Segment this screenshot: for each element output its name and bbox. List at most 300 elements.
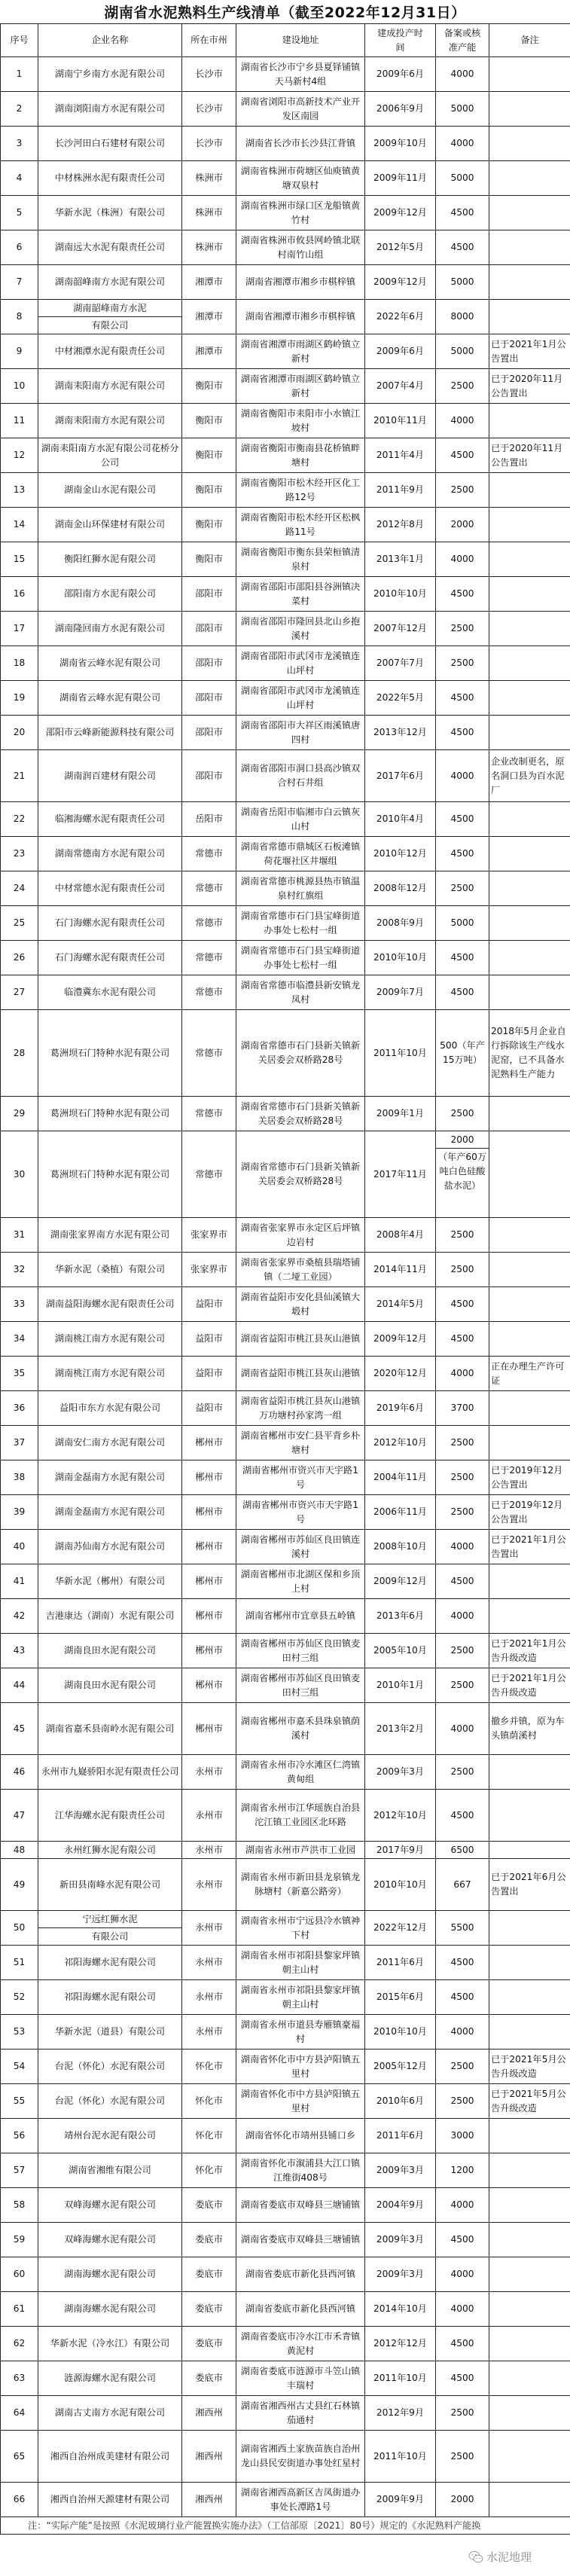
clinker-line-table bbox=[0, 23, 570, 2535]
note bbox=[489, 941, 570, 975]
table-row bbox=[1, 577, 570, 612]
city: 娄底市 bbox=[182, 2361, 236, 2396]
row-number: 21 bbox=[1, 750, 38, 802]
capacity: 5000 bbox=[436, 161, 489, 196]
table-row bbox=[1, 2153, 570, 2188]
row-number: 54 bbox=[1, 2050, 38, 2084]
company-name: 长沙河田白石建材有限公司 bbox=[38, 127, 182, 161]
table-row bbox=[1, 1131, 570, 1218]
address: 湖南省长沙市长沙县江背镇 bbox=[236, 127, 365, 161]
capacity: 4500 bbox=[436, 2361, 489, 2396]
address: 湖南省郴州市宜章县五岭镇 bbox=[236, 1599, 365, 1634]
row-number: 52 bbox=[1, 1980, 38, 2015]
commission-date: 2009年3月 bbox=[365, 2153, 436, 2188]
commission-date: 2009年12月 bbox=[365, 1322, 436, 1357]
address: 湖南省邵阳市隆回县北山乡抱溪村 bbox=[236, 612, 365, 646]
company-name: 湖南良田水泥有限公司 bbox=[38, 1634, 182, 1668]
city: 长沙市 bbox=[182, 57, 236, 92]
city: 永州市 bbox=[182, 1790, 236, 1842]
address: 湖南省益阳市桃江县灰山港镇 bbox=[236, 1357, 365, 1391]
address: 湖南省衡阳市松木经开区化工路12号 bbox=[236, 473, 365, 508]
note bbox=[489, 161, 570, 196]
city: 湘西州 bbox=[182, 2396, 236, 2431]
table-row bbox=[1, 2327, 570, 2361]
capacity: 500（年产15万吨） bbox=[436, 1010, 489, 1097]
city: 张家界市 bbox=[182, 1253, 236, 1287]
capacity: 4500 bbox=[436, 837, 489, 871]
table-row bbox=[1, 542, 570, 577]
note bbox=[489, 1599, 570, 1634]
table-row bbox=[1, 681, 570, 716]
row-number: 39 bbox=[1, 1495, 38, 1530]
capacity: 4500 bbox=[436, 1980, 489, 2015]
table-row bbox=[1, 161, 570, 196]
address: 湖南省娄底市双峰县三塘铺镇 bbox=[236, 2223, 365, 2257]
row-number: 7 bbox=[1, 265, 38, 300]
note bbox=[489, 975, 570, 1010]
address: 湖南省怀化市中方县泸阳镇五里村 bbox=[236, 2050, 365, 2084]
note: 已于2021年5月公告升级改造 bbox=[489, 2050, 570, 2084]
city: 湘西州 bbox=[182, 2483, 236, 2517]
note bbox=[489, 2396, 570, 2431]
commission-date: 2013年12月 bbox=[365, 716, 436, 750]
commission-date: 2012年5月 bbox=[365, 230, 436, 265]
city: 衡阳市 bbox=[182, 404, 236, 438]
address: 湖南省郴州市嘉禾县珠泉镇荫溪村 bbox=[236, 1703, 365, 1755]
capacity: 5000 bbox=[436, 92, 489, 127]
note bbox=[489, 1790, 570, 1842]
city: 益阳市 bbox=[182, 1357, 236, 1391]
table-row bbox=[1, 906, 570, 941]
commission-date: 2009年9月 bbox=[365, 2483, 436, 2517]
company-name-line2: 有限公司 bbox=[91, 319, 129, 331]
commission-date: 2008年10月 bbox=[365, 1530, 436, 1564]
commission-date: 2014年10月 bbox=[365, 2292, 436, 2327]
table-row bbox=[1, 1755, 570, 1790]
capacity: 2500 bbox=[436, 473, 489, 508]
note bbox=[489, 1131, 570, 1218]
footnote: 注：“实际产能”是按照《水泥玻璃行业产能置换实施办法》（工信部原〔2021〕80号）规定的《水泥熟料产能换 bbox=[1, 2517, 570, 2535]
commission-date: 2007年12月 bbox=[365, 612, 436, 646]
header-date: 建成投产时间 bbox=[365, 24, 436, 57]
capacity: 2500 bbox=[436, 1097, 489, 1131]
commission-date: 2008年12月 bbox=[365, 871, 436, 906]
address: 湖南省株洲市攸县网岭镇北联村南竹山组 bbox=[236, 230, 365, 265]
company-name: 湖南韶峰南方水泥有限公司 bbox=[38, 265, 182, 300]
capacity: 4500 bbox=[436, 438, 489, 473]
row-number: 2 bbox=[1, 92, 38, 127]
table-row bbox=[1, 1460, 570, 1495]
capacity: 4000 bbox=[436, 2188, 489, 2223]
commission-date: 2019年6月 bbox=[365, 1391, 436, 1426]
city: 娄底市 bbox=[182, 2223, 236, 2257]
table-row bbox=[1, 1634, 570, 1668]
company-name: 临湘海螺水泥有限责任公司 bbox=[38, 802, 182, 837]
row-number: 15 bbox=[1, 542, 38, 577]
city: 郴州市 bbox=[182, 1564, 236, 1599]
note bbox=[489, 1322, 570, 1357]
commission-date: 2009年3月 bbox=[365, 2257, 436, 2292]
company-name-line1: 湖南韶峰南方水泥 bbox=[38, 300, 182, 317]
company-name: 吉港康达（湖南）水泥有限公司 bbox=[38, 1599, 182, 1634]
company-name: 台泥（怀化）水泥有限公司 bbox=[38, 2084, 182, 2119]
note bbox=[489, 716, 570, 750]
note bbox=[489, 1391, 570, 1426]
table-row bbox=[1, 1980, 570, 2015]
row-number: 4 bbox=[1, 161, 38, 196]
company-name: 湖南苏仙南方水泥有限公司 bbox=[38, 1530, 182, 1564]
table-row bbox=[1, 1426, 570, 1460]
commission-date: 2010年4月 bbox=[365, 802, 436, 837]
city: 怀化市 bbox=[182, 2084, 236, 2119]
header-row bbox=[1, 24, 570, 57]
address: 湖南省永州市新田县龙泉镇龙脉塘村（新嘉公路旁） bbox=[236, 1859, 365, 1911]
note bbox=[489, 612, 570, 646]
company-name: 益阳市东方水泥有限公司 bbox=[38, 1391, 182, 1426]
table-row bbox=[1, 871, 570, 906]
commission-date: 2010年10月 bbox=[365, 2015, 436, 2050]
commission-date: 2006年11月 bbox=[365, 1495, 436, 1530]
city: 常德市 bbox=[182, 837, 236, 871]
table-row bbox=[1, 1859, 570, 1911]
note bbox=[489, 2223, 570, 2257]
row-number: 59 bbox=[1, 2223, 38, 2257]
watermark bbox=[468, 2549, 532, 2565]
commission-date: 2020年12月 bbox=[365, 1357, 436, 1391]
capacity: 2500 bbox=[436, 1253, 489, 1287]
note bbox=[489, 2188, 570, 2223]
note bbox=[489, 404, 570, 438]
city: 永州市 bbox=[182, 1842, 236, 1859]
city: 衡阳市 bbox=[182, 438, 236, 473]
table-row bbox=[1, 404, 570, 438]
row-number: 42 bbox=[1, 1599, 38, 1634]
table-row bbox=[1, 2084, 570, 2119]
capacity: 4000 bbox=[436, 1530, 489, 1564]
row-number: 5 bbox=[1, 196, 38, 230]
address: 湖南省邵阳市大祥区雨溪镇唐四村 bbox=[236, 716, 365, 750]
address: 湖南省永州市芦洪市工业园 bbox=[236, 1842, 365, 1859]
header-note: 备注 bbox=[489, 24, 570, 57]
note bbox=[489, 2119, 570, 2153]
table-row bbox=[1, 975, 570, 1010]
company-name bbox=[38, 300, 182, 334]
table-row bbox=[1, 2050, 570, 2084]
address: 湖南省浏阳市高新技术产业开发区南园 bbox=[236, 92, 365, 127]
address: 湖南省邵阳市洞口县高沙镇双合村石井组 bbox=[236, 750, 365, 802]
company-name-line2: 有限公司 bbox=[91, 1930, 129, 1942]
company-name: 涟源海螺水泥有限公司 bbox=[38, 2361, 182, 2396]
note bbox=[489, 1097, 570, 1131]
company-name: 湖南桃江南方水泥有限公司 bbox=[38, 1357, 182, 1391]
table-row bbox=[1, 1790, 570, 1842]
city: 永州市 bbox=[182, 1911, 236, 1946]
commission-date: 2012年10月 bbox=[365, 1426, 436, 1460]
commission-date: 2009年6月 bbox=[365, 57, 436, 92]
commission-date: 2011年9月 bbox=[365, 473, 436, 508]
address: 湖南省邵阳市武冈市龙溪镇连山坪村 bbox=[236, 681, 365, 716]
row-number: 13 bbox=[1, 473, 38, 508]
table-row bbox=[1, 2257, 570, 2292]
capacity: 2500 bbox=[436, 2396, 489, 2431]
row-number: 17 bbox=[1, 612, 38, 646]
address: 湖南省湘潭市雨湖区鹤岭镇立新村 bbox=[236, 334, 365, 369]
city: 益阳市 bbox=[182, 1391, 236, 1426]
capacity: 4500 bbox=[436, 716, 489, 750]
address: 湖南省娄底市新化县西河镇 bbox=[236, 2257, 365, 2292]
address: 湖南省湘潭市湘乡市棋梓镇 bbox=[236, 265, 365, 300]
city: 永州市 bbox=[182, 2015, 236, 2050]
address: 湖南省怀化市靖州县铺口乡 bbox=[236, 2119, 365, 2153]
commission-date: 2012年12月 bbox=[365, 2327, 436, 2361]
company-name: 湘西自治州天源建材有限公司 bbox=[38, 2483, 182, 2517]
city: 株洲市 bbox=[182, 230, 236, 265]
commission-date: 2011年6月 bbox=[365, 2119, 436, 2153]
capacity: 2500 bbox=[436, 1495, 489, 1530]
commission-date: 2013年2月 bbox=[365, 1703, 436, 1755]
row-number: 16 bbox=[1, 577, 38, 612]
table-row bbox=[1, 1946, 570, 1980]
note: 正在办理生产许可证 bbox=[489, 1357, 570, 1391]
city: 常德市 bbox=[182, 1010, 236, 1097]
row-number: 24 bbox=[1, 871, 38, 906]
capacity: 4000 bbox=[436, 404, 489, 438]
city: 岳阳市 bbox=[182, 802, 236, 837]
row-number: 53 bbox=[1, 2015, 38, 2050]
row-number: 56 bbox=[1, 2119, 38, 2153]
note bbox=[489, 92, 570, 127]
commission-date: 2006年9月 bbox=[365, 92, 436, 127]
commission-date: 2007年7月 bbox=[365, 646, 436, 681]
note bbox=[489, 508, 570, 542]
row-number: 60 bbox=[1, 2257, 38, 2292]
company-name: 湖南省湘维有限公司 bbox=[38, 2153, 182, 2188]
capacity: 2500 bbox=[436, 369, 489, 404]
note: 已于2019年12月公告置出 bbox=[489, 1495, 570, 1530]
capacity: 4500 bbox=[436, 1287, 489, 1322]
note bbox=[489, 646, 570, 681]
city: 郴州市 bbox=[182, 1460, 236, 1495]
commission-date: 2013年6月 bbox=[365, 1599, 436, 1634]
table-row bbox=[1, 716, 570, 750]
note: 2018年5月企业自行拆除该生产线水泥窑，已不具备水泥熟料生产能力 bbox=[489, 1010, 570, 1097]
company-name: 湖南省云峰水泥有限公司 bbox=[38, 646, 182, 681]
company-name: 湖南润百建材有限公司 bbox=[38, 750, 182, 802]
commission-date: 2010年12月 bbox=[365, 837, 436, 871]
commission-date: 2009年6月 bbox=[365, 334, 436, 369]
capacity-value: 2000 bbox=[436, 1131, 489, 1149]
address: 湖南省湘潭市雨湖区鹤岭镇立新村 bbox=[236, 369, 365, 404]
table-row bbox=[1, 230, 570, 265]
commission-date: 2011年10月 bbox=[365, 2361, 436, 2396]
commission-date: 2005年10月 bbox=[365, 1634, 436, 1668]
company-name: 衡阳红狮水泥有限公司 bbox=[38, 542, 182, 577]
address: 湖南省衡阳市衡南县花桥镇畔塘村 bbox=[236, 438, 365, 473]
page-title: 湖南省水泥熟料生产线清单（截至2022年12月31日） bbox=[104, 5, 466, 21]
commission-date: 2009年3月 bbox=[365, 1755, 436, 1790]
company-name: 祁阳海螺水泥有限公司 bbox=[38, 1946, 182, 1980]
address: 湖南省常德市石门县宝峰街道办事处七松村一组 bbox=[236, 941, 365, 975]
commission-date: 2017年9月 bbox=[365, 1842, 436, 1859]
table-row bbox=[1, 127, 570, 161]
row-number: 14 bbox=[1, 508, 38, 542]
city: 常德市 bbox=[182, 941, 236, 975]
row-number: 66 bbox=[1, 2483, 38, 2517]
commission-date: 2009年1月 bbox=[365, 1097, 436, 1131]
city: 娄底市 bbox=[182, 2257, 236, 2292]
row-number: 48 bbox=[1, 1842, 38, 1859]
note: 已于2020年11月公告置出 bbox=[489, 438, 570, 473]
commission-date: 2005年12月 bbox=[365, 2050, 436, 2084]
city: 邵阳市 bbox=[182, 716, 236, 750]
commission-date: 2014年11月 bbox=[365, 1253, 436, 1287]
city: 郴州市 bbox=[182, 1495, 236, 1530]
commission-date: 2017年11月 bbox=[365, 1131, 436, 1218]
capacity: 2500 bbox=[436, 1426, 489, 1460]
capacity: 1200 bbox=[436, 2153, 489, 2188]
capacity: 4500 bbox=[436, 1790, 489, 1842]
note bbox=[489, 300, 570, 334]
company-name: 湖南益阳海螺水泥有限责任公司 bbox=[38, 1287, 182, 1322]
city: 衡阳市 bbox=[182, 542, 236, 577]
address: 湖南省益阳市桃江县灰山港镇 bbox=[236, 1322, 365, 1357]
commission-date: 2010年10月 bbox=[365, 941, 436, 975]
note bbox=[489, 1911, 570, 1946]
capacity: 2500 bbox=[436, 1634, 489, 1668]
city: 怀化市 bbox=[182, 2050, 236, 2084]
note bbox=[489, 1946, 570, 1980]
company-name: 华新水泥（株洲）有限公司 bbox=[38, 196, 182, 230]
company-name: 石门海螺水泥有限责任公司 bbox=[38, 941, 182, 975]
company-name: 湖南隆回南方水泥有限公司 bbox=[38, 612, 182, 646]
row-number: 51 bbox=[1, 1946, 38, 1980]
company-name: 华新水泥（郴州）有限公司 bbox=[38, 1564, 182, 1599]
company-name: 双峰海螺水泥有限公司 bbox=[38, 2188, 182, 2223]
address: 湖南省郴州市苏仙区良田镇麦田村三组 bbox=[236, 1634, 365, 1668]
capacity: 2000 bbox=[436, 2483, 489, 2517]
commission-date: 2010年10月 bbox=[365, 1859, 436, 1911]
city: 邵阳市 bbox=[182, 681, 236, 716]
commission-date: 2010年1月 bbox=[365, 1668, 436, 1703]
company-name: 华新水泥（冷水江）有限公司 bbox=[38, 2327, 182, 2361]
commission-date: 2011年10月 bbox=[365, 1010, 436, 1097]
address: 湖南省娄底市冷水江市禾青镇黄泥村 bbox=[236, 2327, 365, 2361]
address: 湖南省常德市石门县新关镇新关居委会双桥路28号 bbox=[236, 1010, 365, 1097]
commission-date: 2017年6月 bbox=[365, 750, 436, 802]
table-row bbox=[1, 1097, 570, 1131]
capacity: 4500 bbox=[436, 577, 489, 612]
capacity: 4000 bbox=[436, 57, 489, 92]
address: 湖南省岳阳市临湘市白云镇灰山村 bbox=[236, 802, 365, 837]
capacity-detail: （年产60万吨白色硅酸盐水泥） bbox=[437, 1152, 487, 1191]
row-number: 34 bbox=[1, 1322, 38, 1357]
capacity bbox=[436, 1131, 489, 1218]
header-company: 企业名称 bbox=[38, 24, 182, 57]
capacity: 2500 bbox=[436, 2084, 489, 2119]
company-name: 湖南省云峰水泥有限公司 bbox=[38, 681, 182, 716]
table-row bbox=[1, 92, 570, 127]
commission-date: 2004年11月 bbox=[365, 1460, 436, 1495]
capacity: 2500 bbox=[436, 646, 489, 681]
capacity: 4500 bbox=[436, 1322, 489, 1357]
table-row bbox=[1, 1703, 570, 1755]
header-city: 所在市州 bbox=[182, 24, 236, 57]
table-row bbox=[1, 473, 570, 508]
note bbox=[489, 473, 570, 508]
commission-date: 2022年5月 bbox=[365, 681, 436, 716]
company-name: 新田县南峰水泥有限公司 bbox=[38, 1859, 182, 1911]
company-name: 台泥（怀化）水泥有限公司 bbox=[38, 2050, 182, 2084]
company-name: 永州红狮水泥有限公司 bbox=[38, 1842, 182, 1859]
company-name: 湖南古丈南方水泥有限公司 bbox=[38, 2396, 182, 2431]
city: 湘潭市 bbox=[182, 334, 236, 369]
city: 常德市 bbox=[182, 1131, 236, 1218]
row-number: 23 bbox=[1, 837, 38, 871]
address: 湖南省常德市石门县宝峰街道办事处七松村一组 bbox=[236, 906, 365, 941]
company-name: 双峰海螺水泥有限公司 bbox=[38, 2223, 182, 2257]
table-row bbox=[1, 1322, 570, 1357]
commission-date: 2009年3月 bbox=[365, 2223, 436, 2257]
capacity: 2500 bbox=[436, 2431, 489, 2483]
capacity: 4000 bbox=[436, 2257, 489, 2292]
commission-date: 2022年6月 bbox=[365, 300, 436, 334]
company-name: 邵阳南方水泥有限公司 bbox=[38, 577, 182, 612]
note: 撤乡并镇，原为车头镇荫溪村 bbox=[489, 1703, 570, 1755]
city: 永州市 bbox=[182, 1946, 236, 1980]
address: 湖南省邵阳市武冈市龙溪镇连山坪村 bbox=[236, 646, 365, 681]
row-number: 43 bbox=[1, 1634, 38, 1668]
row-number: 9 bbox=[1, 334, 38, 369]
table-row bbox=[1, 1287, 570, 1322]
city: 郴州市 bbox=[182, 1668, 236, 1703]
city: 长沙市 bbox=[182, 127, 236, 161]
company-name bbox=[38, 1911, 182, 1946]
row-number: 65 bbox=[1, 2431, 38, 2483]
row-number: 40 bbox=[1, 1530, 38, 1564]
commission-date: 2004年9月 bbox=[365, 2188, 436, 2223]
company-name: 湖南海螺水泥有限公司 bbox=[38, 2292, 182, 2327]
city: 邵阳市 bbox=[182, 612, 236, 646]
header-address: 建设地址 bbox=[236, 24, 365, 57]
company-name: 湖南宁乡南方水泥有限公司 bbox=[38, 57, 182, 92]
address: 湖南省郴州市苏仙区良田镇连溪村 bbox=[236, 1530, 365, 1564]
table-row bbox=[1, 2119, 570, 2153]
note bbox=[489, 837, 570, 871]
capacity: 5000 bbox=[436, 906, 489, 941]
watermark-text: 水泥地理 bbox=[486, 2550, 532, 2564]
note bbox=[489, 1287, 570, 1322]
company-name: 湖南张家界南方水泥有限公司 bbox=[38, 1218, 182, 1253]
row-number: 36 bbox=[1, 1391, 38, 1426]
commission-date: 2008年4月 bbox=[365, 1218, 436, 1253]
city: 郴州市 bbox=[182, 1703, 236, 1755]
capacity: 5000 bbox=[436, 265, 489, 300]
address: 湖南省永州市冷水滩区仁湾镇黄甸组 bbox=[236, 1755, 365, 1790]
commission-date: 2014年5月 bbox=[365, 1287, 436, 1322]
note bbox=[489, 2292, 570, 2327]
capacity: 4500 bbox=[436, 1946, 489, 1980]
row-number: 18 bbox=[1, 646, 38, 681]
capacity: 4000 bbox=[436, 1357, 489, 1391]
city: 长沙市 bbox=[182, 92, 236, 127]
address: 湖南省常德市临澧县新安镇龙凤村 bbox=[236, 975, 365, 1010]
row-number: 25 bbox=[1, 906, 38, 941]
note bbox=[489, 2431, 570, 2483]
capacity: 4500 bbox=[436, 196, 489, 230]
address: 湖南省张家界市桑植县瑞塔铺镇（二垭工业园） bbox=[236, 1253, 365, 1287]
city: 郴州市 bbox=[182, 1634, 236, 1668]
capacity: 4500 bbox=[436, 681, 489, 716]
